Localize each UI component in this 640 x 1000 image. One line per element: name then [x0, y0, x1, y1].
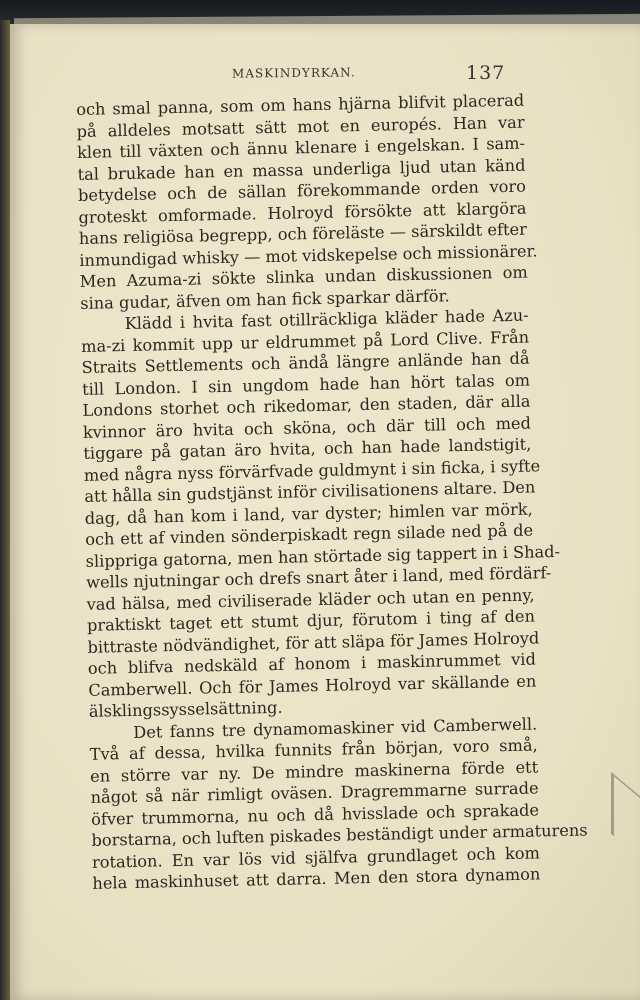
- text-line: kvinnor äro hvita och sköna, och där till och med: [82, 413, 532, 442]
- text-line: praktiskt taget ett stumt djur, förutom i ting af den: [86, 606, 536, 635]
- text-line: älsklingssysselsättning.: [88, 697, 283, 721]
- text-line: Londons storhet och rikedomar, den staden, där alla: [82, 391, 531, 420]
- text-line: wells njutningar och drefs snart åter i land, med fördärf-: [85, 563, 552, 592]
- page-number: 137: [466, 62, 506, 84]
- text-line: att hålla sin gudstjänst inför civilisationens altare. Den: [84, 477, 536, 506]
- running-head: MASKINDYRKAN.: [231, 65, 356, 81]
- text-line: på alldeles motsatt sätt mot en europés. Han var: [76, 112, 525, 141]
- text-line: och blifva nedskäld af honom i maskinrummet vid: [87, 649, 537, 678]
- text-line: och smal panna, som om hans hjärna blifvit placerad: [76, 90, 525, 119]
- text-line: till London. I sin ungdom hade han hört talas om: [81, 370, 531, 399]
- text-line: Klädd i hvita fast otillräckliga kläder hade Azu-: [124, 305, 529, 334]
- text-line: Det fanns tre dynamomaskiner vid Camberwell.: [133, 713, 538, 742]
- text-line: med några nyss förvärfvade guldmynt i sin ficka, i syfte: [83, 455, 541, 485]
- text-line: bittraste nödvändighet, för att släpa för James Holroyd: [87, 627, 540, 657]
- text-line: slippriga gatorna, men han störtade sig tappert in i Shad-: [85, 541, 561, 571]
- text-line: ma-zi kommit upp ur eldrummet på Lord Clive. Från: [80, 327, 530, 356]
- text-line: vad hälsa, med civiliserade kläder och utan en penny,: [86, 585, 535, 614]
- text-line: Camberwell. Och för James Holroyd var skällande en: [88, 670, 537, 700]
- text-line: betydelse och de sällan förekommande orden voro: [77, 176, 527, 205]
- text-line: öfver trummorna, nu och då hvisslade och sprakade: [90, 799, 540, 829]
- text-line: dag, då han kom i land, var dyster; himlen var mörk,: [84, 499, 533, 528]
- book-binding: [0, 20, 10, 1000]
- text-line: borstarna, och luften piskades beständigt under armaturens: [91, 820, 588, 850]
- text-line: klen till växten och ännu klenare i engelskan. I sam-: [76, 133, 526, 162]
- text-line: Två af dessa, hvilka funnits från början, voro små,: [89, 735, 538, 764]
- text-line: tal brukade han en massa underliga ljud utan känd: [77, 155, 526, 184]
- body-text: [76, 90, 588, 895]
- text-line: Men Azuma-zi sökte slinka undan diskussionen om: [79, 262, 528, 291]
- text-line: och ett af vinden sönderpiskadt regn silade ned på de: [85, 520, 534, 549]
- text-line: rotation. En var lös vid själfva grundlaget och kom: [91, 842, 541, 872]
- text-line: en större var ny. De mindre maskinerna förde ett: [89, 756, 539, 786]
- text-line: Straits Settlements och ändå längre anlände han då: [81, 348, 530, 377]
- text-line: inmundigad whisky — mot vidskepelse och missionärer.: [79, 240, 538, 270]
- text-line: sina gudar, äfven om han fick sparkar därför.: [80, 285, 450, 313]
- text-line: hela maskinhuset att darra. Men den stora dynamon: [92, 864, 541, 893]
- text-line: groteskt omformade. Holroyd försökte att klargöra: [78, 198, 527, 227]
- text-line: hans religiösa begrepp, och föreläste — särskildt efter: [78, 219, 528, 248]
- text-line: något så när rimligt oväsen. Dragremmarne surrade: [90, 778, 539, 807]
- text-line: tiggare på gatan äro hvita, och han hade landstigit,: [83, 434, 532, 463]
- page-curl: [611, 772, 640, 858]
